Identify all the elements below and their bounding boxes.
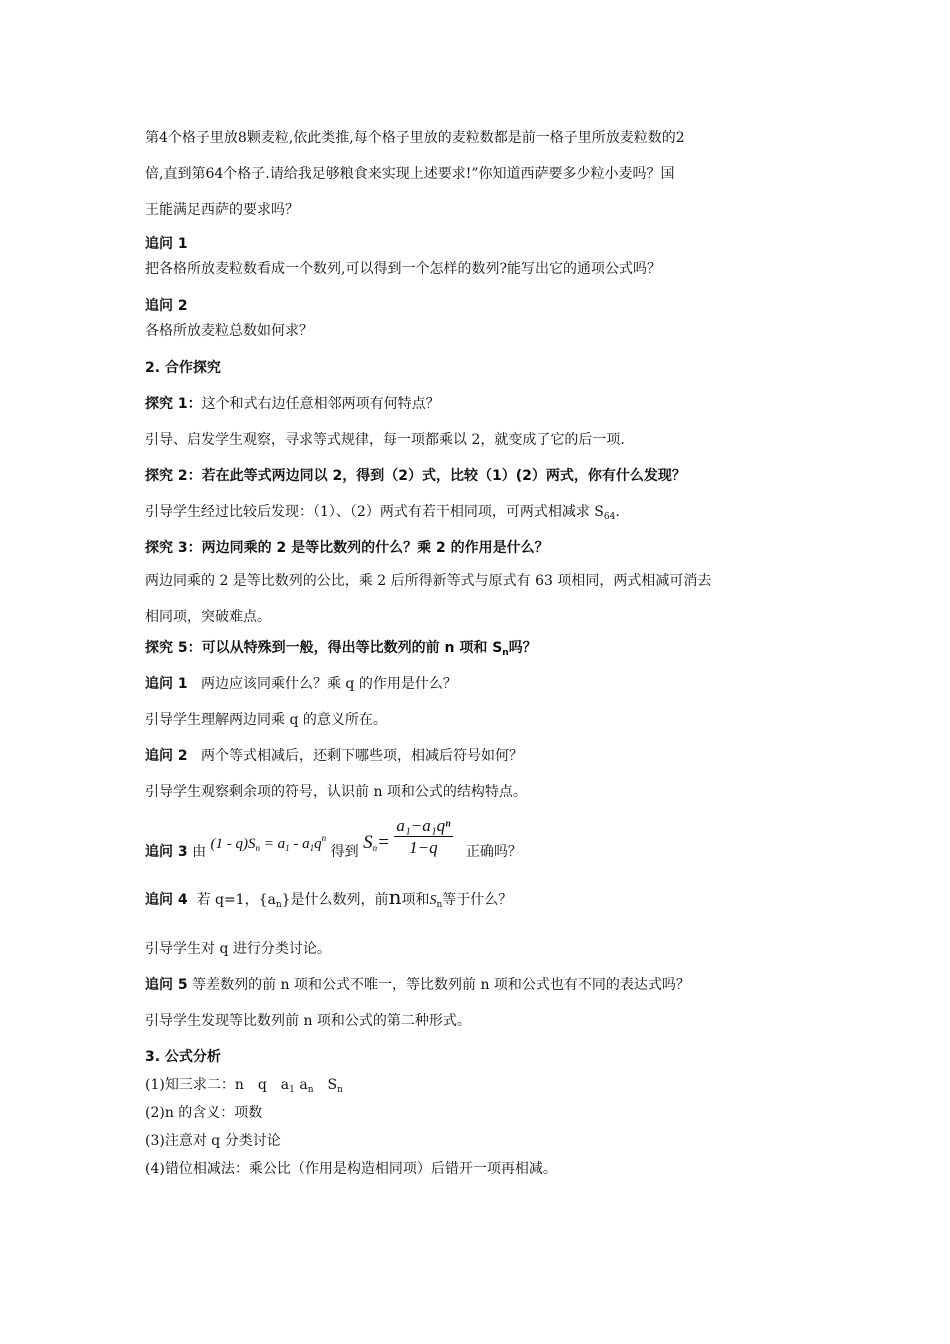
followup-4-n: n bbox=[388, 885, 402, 909]
formula-S: $S_n=$ bbox=[363, 832, 390, 853]
followup-3-tail: 正确吗？ bbox=[465, 844, 522, 860]
followup-2 bbox=[145, 749, 825, 763]
analysis-item-1-mid: a bbox=[294, 1077, 308, 1093]
followup-4-post: 等于什么？ bbox=[442, 892, 513, 908]
followup-1-answer: 引导学生理解两边同乘 q 的意义所在。 bbox=[145, 712, 387, 728]
explore-3-answer-line-2: 相同项，突破难点。 bbox=[145, 609, 271, 625]
followup-5-text: 等差数列的前 n 项和公式不唯一，等比数列前 n 项和公式也有不同的表达式吗？ bbox=[192, 977, 690, 993]
analysis-item-1-text: (1)知三求二：n q a bbox=[145, 1077, 290, 1093]
explore-5-text: 探究 5：可以从特殊到一般，得出等比数列的前 n 项和 S bbox=[145, 640, 503, 656]
formula-lhs bbox=[210, 833, 327, 853]
explore-2: 探究 2：若在此等式两边同以 2，得到（2）式，比较（1）(2）两式，你有什么发现？ bbox=[145, 468, 686, 484]
section-2-title: 2. 合作探究 bbox=[145, 360, 221, 376]
fraction-numerator: a₁−a₁qⁿ bbox=[396, 815, 451, 835]
explore-2-answer bbox=[145, 504, 825, 522]
formula-a1-sub: 1 bbox=[285, 843, 290, 853]
intro-line-3: 王能满足西萨的要求吗？ bbox=[145, 202, 299, 218]
followup-4-S-sub: n bbox=[436, 900, 443, 910]
formula-S-sub: n bbox=[372, 843, 378, 853]
sub-n: n bbox=[307, 1085, 314, 1095]
explore-1 bbox=[145, 397, 825, 411]
formula-minus: - a bbox=[289, 836, 310, 852]
sub-1: 1 bbox=[289, 1085, 295, 1095]
explore-3-answer bbox=[145, 563, 825, 635]
analysis-item-1-mid2: S bbox=[313, 1077, 338, 1093]
followup-5-answer: 引导学生发现等比数列前 n 项和公式的第二种形式。 bbox=[145, 1013, 471, 1029]
analysis-item-2: (2)n 的含义：项数 bbox=[145, 1105, 263, 1121]
followup-1-label: 追问 1 bbox=[145, 676, 188, 692]
analysis-item-4: (4)错位相减法：乘公比（作用是构造相同项）后错开一项再相减。 bbox=[145, 1161, 557, 1177]
explore-5-tail: 吗？ bbox=[508, 640, 537, 656]
sub-n-2: n bbox=[337, 1085, 343, 1095]
followup-2-text: 两个等式相减后，还剩下哪些项，相减后符号如何？ bbox=[200, 748, 523, 764]
section-3-title: 3. 公式分析 bbox=[145, 1049, 221, 1065]
followup-4 bbox=[145, 887, 825, 908]
explore-5 bbox=[145, 640, 825, 658]
fraction-denominator: 1−q bbox=[409, 837, 438, 857]
subscript-64: 64 bbox=[603, 512, 616, 522]
formula-S-text: S bbox=[363, 832, 373, 853]
followup-2-answer: 引导学生观察剩余项的符号，认识前 n 项和公式的结构特点。 bbox=[145, 784, 527, 800]
question-1-text: 把各格所放麦粒数看成一个数列,可以得到一个怎样的数列?能写出它的通项公式吗？ bbox=[145, 261, 661, 277]
analysis-item-1 bbox=[145, 1077, 825, 1095]
period: . bbox=[615, 504, 620, 520]
followup-5-label: 追问 5 bbox=[145, 977, 188, 993]
followup-2-label: 追问 2 bbox=[145, 748, 188, 764]
followup-4-sub: n bbox=[275, 900, 282, 910]
explore-1-label: 探究 1： bbox=[145, 396, 202, 412]
document-page bbox=[145, 120, 825, 1176]
intro-line-1: 第4个格子里放8颗麦粒,依此类推,每个格子里放的麦粒数都是前一格子里所放麦粒数的2 bbox=[145, 130, 685, 146]
analysis-item-3: (3)注意对 q 分类讨论 bbox=[145, 1133, 281, 1149]
formula-eq: = a bbox=[260, 836, 286, 852]
followup-5 bbox=[145, 978, 825, 992]
question-2-label: 追问 2 bbox=[145, 298, 188, 314]
intro-line-2: 倍,直到第64个格子.请给我足够粮食来实现上述要求!”你知道西萨要多少粒小麦吗？国 bbox=[145, 166, 675, 182]
formula-a1b-sub: 1 bbox=[309, 843, 315, 853]
explore-3-answer-line-1: 两边同乘的 2 是等比数列的公比，乘 2 后所得新等式与原式有 63 项相同，两式相减可消去 bbox=[145, 573, 712, 589]
formula-qn-sup: n bbox=[321, 833, 327, 843]
explore-1-answer: 引导、启发学生观察，寻求等式规律，每一项都乘以 2，就变成了它的后一项. bbox=[145, 432, 625, 448]
formula-lhs-text: (1 - q)S bbox=[210, 836, 256, 852]
explore-2-answer-text: 引导学生经过比较后发现：（1）、（2）两式有若干相同项，可两式相减求 S bbox=[145, 504, 604, 520]
followup-3-you: 由 bbox=[192, 844, 207, 860]
intro-paragraph bbox=[145, 120, 825, 228]
followup-4-label: 追问 4 bbox=[145, 892, 188, 908]
followup-3-dedao: 得到 bbox=[330, 844, 359, 860]
subscript-n: n bbox=[502, 648, 509, 658]
question-2-text: 各格所放麦粒总数如何求？ bbox=[145, 323, 313, 339]
followup-4-answer: 引导学生对 q 进行分类讨论。 bbox=[145, 941, 331, 957]
followup-4-pre: 若 q=1，{a bbox=[196, 892, 276, 908]
formula-q: q bbox=[314, 836, 322, 852]
followup-4-mid: }是什么数列，前 bbox=[281, 892, 389, 908]
followup-1-text: 两边应该同乘什么？乘 q 的作用是什么？ bbox=[200, 676, 457, 692]
followup-3 bbox=[145, 811, 825, 873]
followup-3-label: 追问 3 bbox=[145, 844, 188, 860]
followup-1 bbox=[145, 677, 825, 691]
followup-4-S: S bbox=[429, 893, 437, 908]
explore-1-text: 这个和式右边任意相邻两项有何特点？ bbox=[201, 396, 440, 412]
question-1-label: 追问 1 bbox=[145, 236, 188, 252]
followup-4-mid2: 项和 bbox=[401, 892, 430, 908]
formula-fraction bbox=[394, 817, 452, 856]
explore-3: 探究 3：两边同乘的 2 是等比数列的什么？乘 2 的作用是什么？ bbox=[145, 540, 549, 556]
formula-lhs-sub: n bbox=[255, 843, 261, 853]
